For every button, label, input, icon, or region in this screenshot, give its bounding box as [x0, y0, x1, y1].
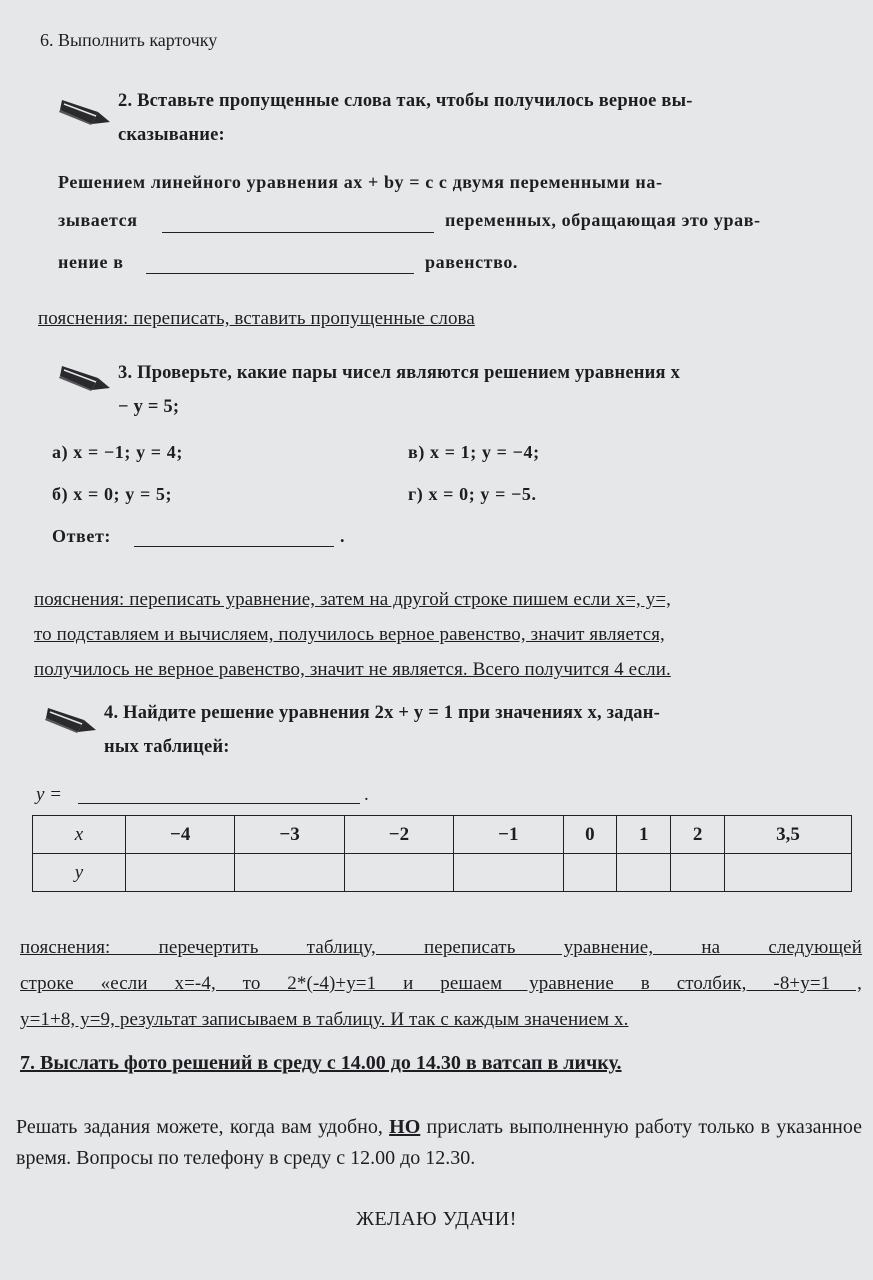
task-3-text [118, 356, 858, 424]
section-6-title: 6. Выполнить карточку [40, 30, 218, 50]
table-cell: 0 [563, 816, 617, 854]
section-7-instruction: 7. Выслать фото решений в среду с 14.00 до 14.30 в ватсап в личку. [20, 1052, 622, 1074]
closing-wish: ЖЕЛАЮ УДАЧИ! [356, 1208, 517, 1230]
closing-emphasis: НО [389, 1116, 421, 1138]
blank-field-2[interactable] [146, 255, 414, 274]
task-4-text [104, 696, 854, 764]
values-table [32, 815, 852, 892]
task-2-statement-line-2a: зывается [58, 210, 138, 230]
pencil-icon [44, 700, 98, 734]
answer-end: . [340, 526, 346, 546]
table-empty-cell[interactable] [454, 854, 563, 892]
table-empty-cell[interactable] [617, 854, 671, 892]
task-2-text [118, 84, 848, 152]
explanation-4-line-1: пояснения: перечертить таблицу, переписать уравнение, на следующей [20, 937, 862, 958]
table-empty-cell[interactable] [671, 854, 725, 892]
explanation-2: пояснения: переписать, вставить пропущенные слова [38, 308, 475, 329]
task-2-statement-line-2b: переменных, обращающая это урав- [445, 210, 761, 230]
option-g: г) x = 0; y = −5. [408, 484, 537, 504]
task-2-statement-line-3b: равенство. [425, 252, 519, 272]
table-cell: −3 [235, 816, 344, 854]
task-3-line-1: 3. Проверьте, какие пары чисел являются решением уравнения x [118, 363, 681, 383]
explanation-4-line-3: у=1+8, у=9, результат записываем в таблицу. И так с каждым значением х. [20, 1009, 629, 1030]
table-cell: 2 [671, 816, 725, 854]
table-y-label: y [33, 854, 126, 892]
table-cell: −1 [454, 816, 563, 854]
table-cell: 3,5 [725, 816, 852, 854]
task-2-statement-line-1: Решением линейного уравнения ax + by = c с двумя переменными на- [58, 172, 663, 192]
closing-text-1: Решать задания можете, когда вам удобно, [16, 1116, 390, 1138]
table-cell: 1 [617, 816, 671, 854]
option-b: б) x = 0; y = 5; [52, 484, 173, 504]
answer-label: Ответ: [52, 526, 111, 546]
explanation-4-line-2: строке «если х=-4, то 2*(-4)+у=1 и решаем уравнение в столбик, -8+у=1 , [20, 973, 862, 994]
task-2-line-1: 2. Вставьте пропущенные слова так, чтобы получилось верное вы- [118, 91, 693, 111]
table-empty-cell[interactable] [344, 854, 453, 892]
option-v: в) x = 1; y = −4; [408, 442, 540, 462]
table-cell: −2 [344, 816, 453, 854]
pencil-icon [58, 358, 112, 392]
table-empty-cell[interactable] [563, 854, 617, 892]
table-row [33, 854, 852, 892]
blank-field-1[interactable] [162, 214, 434, 233]
explanation-3-line-3: получилось не верное равенство, значит не является. Всего получится 4 если. [34, 659, 671, 680]
closing-text-2: прислать выполненную работу только в указанное время. Вопросы по телефону в среду с 12.00 до 12.30. [16, 1116, 862, 1169]
task-2-statement-line-3a: нение в [58, 252, 124, 272]
table-x-label: x [33, 816, 126, 854]
task-4-line-1: 4. Найдите решение уравнения 2x + y = 1 при значениях x, задан- [104, 703, 660, 723]
explanation-3-line-1: пояснения: переписать уравнение, затем на другой строке пишем если х=, у=, [34, 589, 672, 610]
table-cell: −4 [126, 816, 235, 854]
task-3-line-2: − y = 5; [118, 397, 180, 417]
option-a: а) x = −1; y = 4; [52, 442, 183, 462]
task-2-line-2: сказывание: [118, 125, 225, 145]
y-equals-label: y = [36, 784, 63, 805]
closing-paragraph [16, 1112, 862, 1174]
table-empty-cell[interactable] [126, 854, 235, 892]
explanation-3 [34, 582, 671, 687]
explanation-3-line-2: то подставляем и вычисляем, получилось верное равенство, значит является, [34, 624, 665, 645]
pencil-icon [58, 92, 112, 126]
y-end: . [364, 784, 369, 805]
explanation-4 [20, 930, 862, 1038]
y-answer-field[interactable] [78, 786, 360, 804]
answer-field[interactable] [134, 528, 334, 547]
table-empty-cell[interactable] [725, 854, 852, 892]
table-empty-cell[interactable] [235, 854, 344, 892]
task-4-line-2: ных таблицей: [104, 737, 230, 757]
table-row [33, 816, 852, 854]
